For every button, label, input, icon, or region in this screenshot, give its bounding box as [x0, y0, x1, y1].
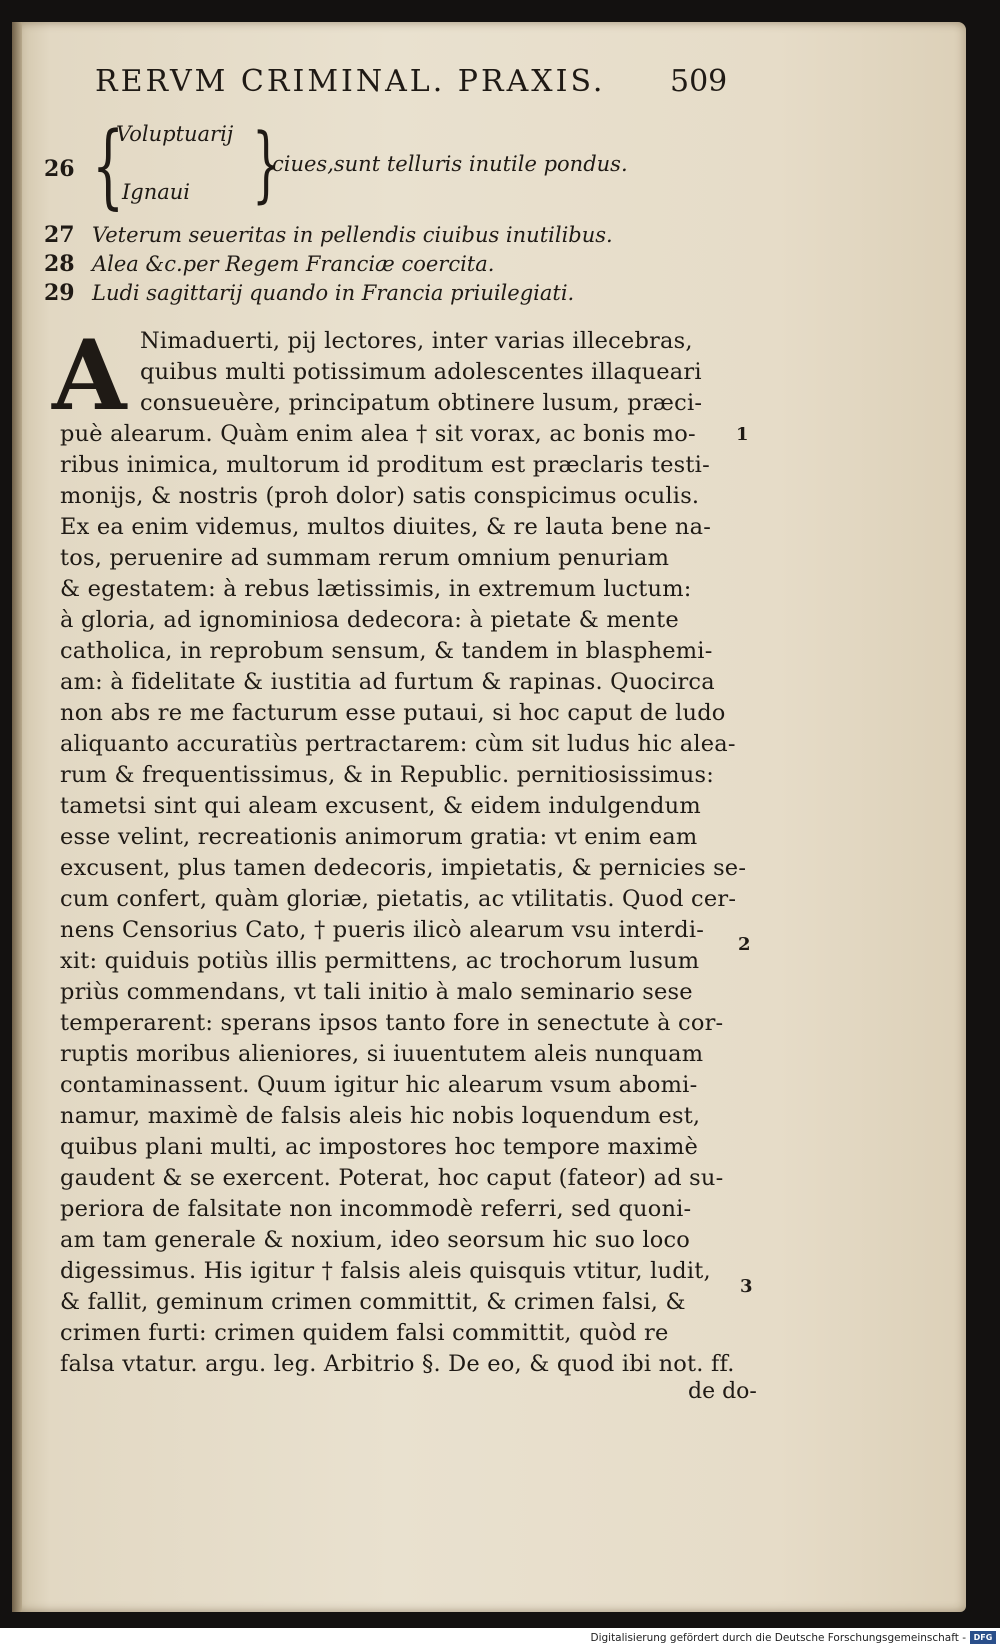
text-line: rum & frequentissimus, & in Republic. pernitiosissimus: — [60, 762, 715, 788]
text-line: & fallit, geminum crimen committit, & crimen falsi, & — [60, 1289, 686, 1315]
summary-item — [44, 280, 904, 310]
summary-braced-word: Ignaui — [122, 180, 191, 204]
catchword: de do- — [688, 1379, 757, 1404]
text-line: namur, maximè de falsis aleis hic nobis loquendum est, — [60, 1103, 701, 1129]
text-line: periora de falsitate non incommodè referri, sed quoni- — [60, 1196, 692, 1222]
text-line: excusent, plus tamen dedecoris, impietatis, & pernicies se- — [60, 855, 747, 881]
text-line: consueuère, principatum obtinere lusum, præci- — [140, 390, 703, 416]
text-line: temperarent: sperans ipsos tanto fore in senectute à cor- — [60, 1010, 724, 1036]
text-line: tos, peruenire ad summam rerum omnium penuriam — [60, 545, 670, 571]
text-line: quibus plani multi, ac impostores hoc tempore maximè — [60, 1134, 698, 1160]
summary-item — [44, 222, 904, 252]
summary-item-braced — [44, 112, 904, 219]
text-line: catholica, in reprobum sensum, & tandem in blasphemi- — [60, 638, 713, 664]
text-line: Ex ea enim videmus, multos diuites, & re lauta bene na- — [60, 514, 712, 540]
summary-text: Ludi sagittarij quando in Francia priuilegiati. — [92, 281, 575, 305]
funding-credit: Digitalisierung gefördert durch die Deutsche Forschungsgemeinschaft - — [590, 1632, 966, 1644]
left-brace-icon: { — [92, 112, 125, 219]
summary-braced-word: Voluptuarij — [116, 122, 234, 146]
summary-number: 28 — [44, 251, 75, 277]
text-line: crimen furti: crimen quidem falsi committit, quòd re — [60, 1320, 669, 1346]
text-line: aliquanto accuratiùs pertractarem: cùm sit ludus hic alea- — [60, 731, 736, 757]
page-number: 509 — [670, 64, 728, 99]
running-header — [95, 58, 875, 108]
summary-braced-text: ciues,sunt telluris inutile pondus. — [272, 152, 628, 176]
summary-number: 27 — [44, 222, 75, 248]
text-line: ribus inimica, multorum id proditum est præclaris testi- — [60, 452, 710, 478]
text-line: esse velint, recreationis animorum gratia: vt enim eam — [60, 824, 698, 850]
text-line: à gloria, ad ignominiosa dedecora: à pietate & mente — [60, 607, 679, 633]
summary-text: Veterum seueritas in pellendis ciuibus inutilibus. — [92, 223, 613, 247]
text-line: non abs re me facturum esse putaui, si hoc caput de ludo — [60, 700, 726, 726]
drop-cap: A — [52, 319, 127, 432]
text-line: xit: quiduis potiùs illis permittens, ac trochorum lusum — [60, 948, 700, 974]
text-line: monijs, & nostris (proh dolor) satis conspicimus oculis. — [60, 483, 700, 509]
text-line: & egestatem: à rebus lætissimis, in extremum luctum: — [60, 576, 692, 602]
text-line: Nimaduerti, pij lectores, inter varias illecebras, — [140, 328, 693, 354]
text-line: am tam generale & noxium, ideo seorsum hic suo loco — [60, 1227, 691, 1253]
running-title: RERVM CRIMINAL. PRAXIS. — [95, 64, 606, 99]
text-line: digessimus. His igitur † falsis aleis quisquis vtitur, ludit, — [60, 1258, 711, 1284]
summary-item — [44, 251, 904, 281]
page-spine-edge — [12, 22, 22, 1612]
summary-text: Alea &c.per Regem Franciæ coercita. — [92, 252, 495, 276]
text-line: contaminassent. Quum igitur hic alearum vsum abomi- — [60, 1072, 698, 1098]
right-brace-icon: } — [252, 117, 281, 212]
text-line: priùs commendans, vt tali initio à malo seminario sese — [60, 979, 693, 1005]
text-line: nens Censorius Cato, † pueris ilicò alearum vsu interdi- — [60, 917, 705, 943]
margin-note-number: 2 — [738, 934, 751, 955]
text-line: cum confert, quàm gloriæ, pietatis, ac vtilitatis. Quod cer- — [60, 886, 737, 912]
margin-note-number: 1 — [736, 424, 749, 445]
margin-note-number: 3 — [740, 1276, 753, 1297]
text-line: quibus multi potissimum adolescentes illaqueari — [140, 359, 702, 385]
text-line: gaudent & se exercent. Poterat, hoc caput (fateor) ad su- — [60, 1165, 724, 1191]
summary-number: 26 — [44, 156, 75, 182]
dfg-logo: DFG — [970, 1631, 996, 1644]
text-line: ruptis moribus alieniores, si iuuentutem aleis nunquam — [60, 1041, 704, 1067]
text-line: am: à fidelitate & iustitia ad furtum & rapinas. Quocirca — [60, 669, 715, 695]
text-line: tametsi sint qui aleam excusent, & eidem indulgendum — [60, 793, 701, 819]
text-line: puè alearum. Quàm enim alea † sit vorax, ac bonis mo- — [60, 421, 696, 447]
text-line: falsa vtatur. argu. leg. Arbitrio §. De eo, & quod ibi not. ff. — [60, 1351, 735, 1377]
summary-number: 29 — [44, 280, 75, 306]
digitization-footer — [0, 1628, 1000, 1648]
